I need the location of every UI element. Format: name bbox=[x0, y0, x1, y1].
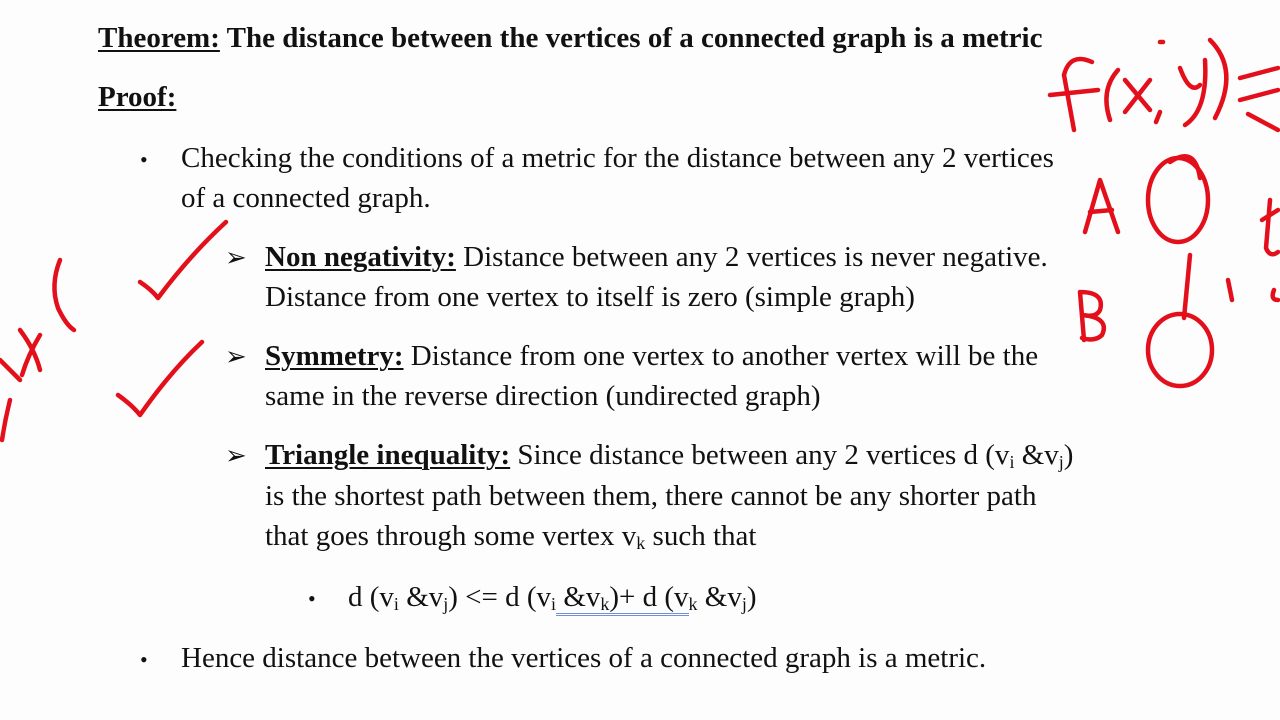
triangle-inequality-formula: d ($v_i$ $\&v_j) <= d$ ($v_i$ $\&v_k)+ d$ ($v_k$ $\&v_j$) bbox=[348, 581, 757, 614]
formula-underlined-part: $\&v_k)+ d$ (v bbox=[556, 581, 689, 614]
triangle-close: ) bbox=[1063, 439, 1074, 471]
non-negativity-line-2: Distance from one vertex to itself is zero (simple graph) bbox=[265, 281, 915, 313]
ink-paren bbox=[1210, 40, 1226, 118]
triangle-line-2: is the shortest path between them, there cannot be any shorter path bbox=[265, 480, 1037, 512]
ink-stroke bbox=[1170, 156, 1200, 178]
ink-letter-a bbox=[1085, 180, 1118, 232]
triangle-label: Triangle inequality: bbox=[265, 439, 511, 471]
symmetry-label: Symmetry: bbox=[265, 340, 404, 372]
proof-label: Proof: bbox=[98, 81, 177, 113]
bullet-dot: • bbox=[140, 647, 148, 672]
non-negativity-label: Non negativity: bbox=[265, 241, 456, 273]
triangle-amp: &v bbox=[1014, 439, 1059, 471]
ink-partial-t bbox=[1262, 200, 1278, 254]
ink-f bbox=[1050, 59, 1098, 130]
symmetry-text: Distance from one vertex to another vertex will be the bbox=[403, 340, 1039, 372]
theorem-text: The distance between the vertices of a connected graph is a metric bbox=[219, 22, 1043, 54]
triangle-line-3-end: such that bbox=[645, 520, 757, 552]
symmetry-line-2: same in the reverse direction (undirected graph) bbox=[265, 380, 821, 412]
formula-bullet: • bbox=[308, 586, 316, 611]
graph-node-a bbox=[1148, 158, 1208, 242]
arrow-bullet-icon: ➢ bbox=[225, 441, 247, 470]
bullet-2-line-1: Hence distance between the vertices of a connected graph is a metric. bbox=[181, 642, 987, 674]
ink-comma bbox=[1156, 112, 1160, 122]
symmetry-line-1 bbox=[265, 336, 1038, 376]
ink-stroke bbox=[1273, 290, 1278, 300]
ink-paren bbox=[1106, 70, 1118, 120]
theorem-label: Theorem: bbox=[98, 22, 220, 54]
triangle-line-3 bbox=[265, 516, 756, 556]
subscript-i: i bbox=[1009, 452, 1015, 472]
checkmark-icon bbox=[140, 222, 226, 298]
bullet-1-line-2: of a connected graph. bbox=[181, 182, 431, 214]
arrow-bullet-icon: ➢ bbox=[225, 243, 247, 272]
subscript-k: k bbox=[636, 533, 646, 553]
bullet-dot: • bbox=[140, 147, 148, 172]
checkmark-icon bbox=[118, 342, 202, 415]
graph-node-b bbox=[1148, 314, 1212, 386]
ink-stroke bbox=[0, 360, 20, 380]
non-negativity-text: Distance between any 2 vertices is never negative. bbox=[455, 241, 1048, 273]
subscript-j: j bbox=[1058, 452, 1064, 472]
ink-letter-b bbox=[1080, 292, 1104, 340]
non-negativity-line-1 bbox=[265, 237, 1048, 277]
ink-x bbox=[1125, 80, 1150, 112]
triangle-line-3-text: that goes through some vertex v bbox=[265, 520, 637, 552]
bullet-1-line-1: Checking the conditions of a metric for the distance between any 2 vertices bbox=[181, 142, 1054, 174]
arrow-bullet-icon: ➢ bbox=[225, 342, 247, 371]
ink-y bbox=[1180, 60, 1205, 125]
ink-x bbox=[20, 330, 40, 375]
triangle-text: Since distance between any 2 vertices d (v bbox=[510, 439, 1010, 471]
ink-stroke bbox=[2, 400, 10, 440]
ink-relation bbox=[1240, 68, 1278, 130]
triangle-line-1 bbox=[265, 435, 1073, 475]
ink-paren bbox=[54, 260, 74, 330]
graph-edge bbox=[1184, 255, 1190, 318]
ink-tick bbox=[1228, 280, 1232, 300]
theorem-heading bbox=[98, 18, 1042, 58]
